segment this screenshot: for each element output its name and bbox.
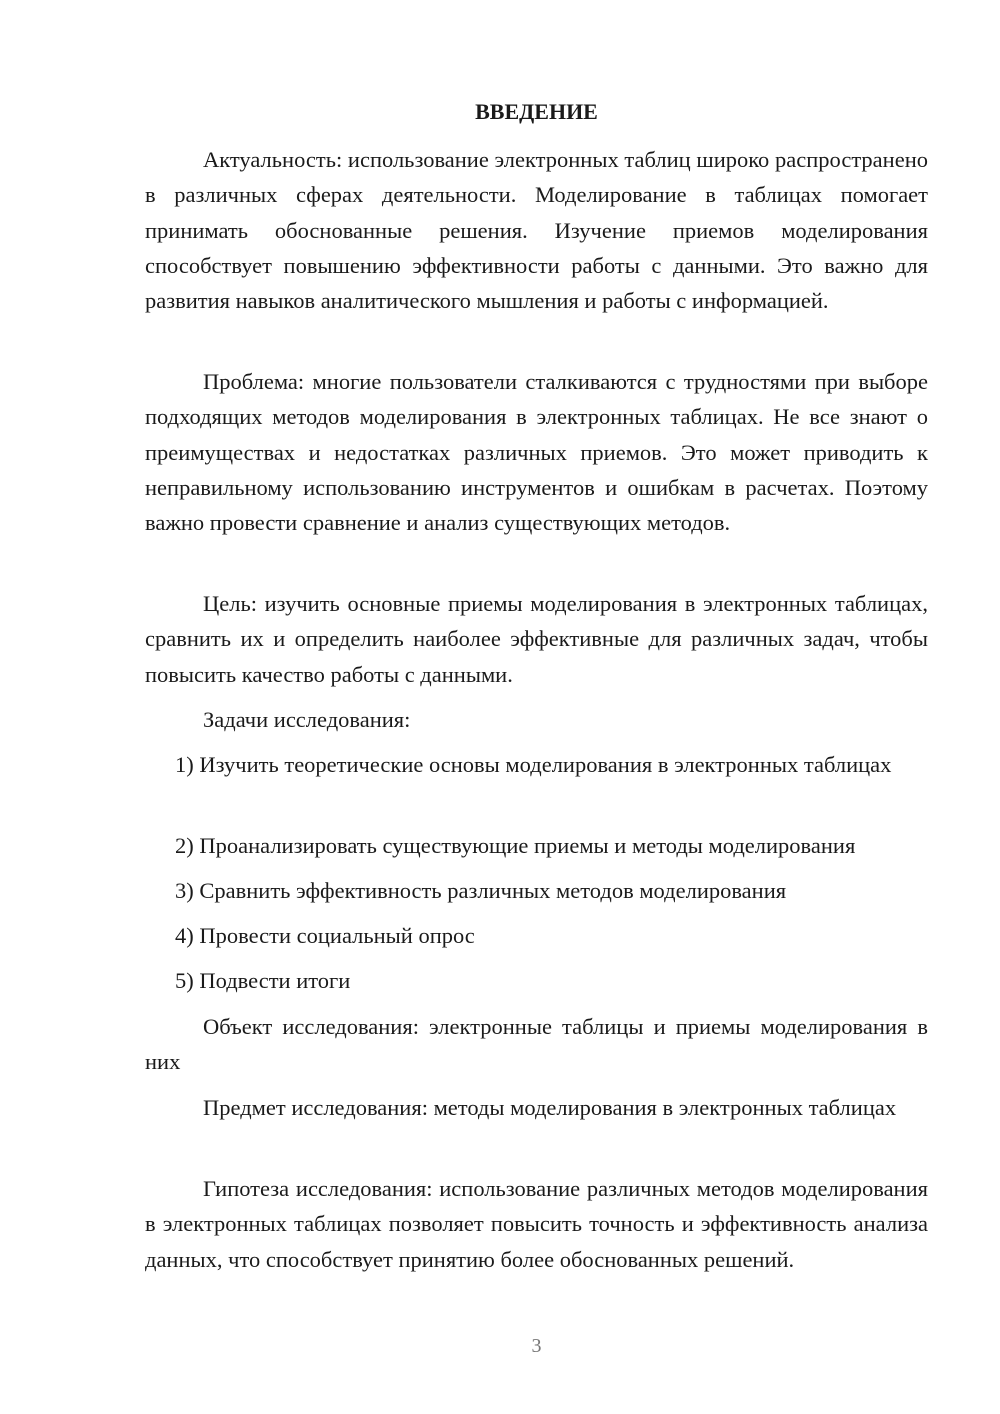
task-item-1: 1) Изучить теоретические основы моделирования в электронных таблицах [175,752,892,777]
paragraph-problem: Проблема: многие пользователи сталкиваются с трудностями при выборе подходящих методов моделирования в электронных таблицах. Не все знают о преимуществах и недостатках различных приемов. Это может приводить к неправильному использованию инструментов и ошибкам в расчетах. Поэтому важно провести сравнение и анализ существующих методов. [145,369,928,536]
paragraph-hypothesis: Гипотеза исследования: использование различных методов моделирования в электронных таблицах позволяет повысить точность и эффективность анализа данных, что способствует принятию более обоснованных решений. [145,1176,928,1272]
page-number: 3 [531,1335,542,1357]
task-item-2: 2) Проанализировать существующие приемы и методы моделирования [175,833,856,858]
task-item-3: 3) Сравнить эффективность различных методов моделирования [175,878,787,903]
task-item-4: 4) Провести социальный опрос [175,923,475,948]
section-title: ВВЕДЕНИЕ [475,99,598,124]
paragraph-goal: Цель: изучить основные приемы моделирования в электронных таблицах, сравнить их и определить наиболее эффективные для различных задач, чтобы повысить качество работы с данными. [145,591,928,687]
paragraph-object: Объект исследования: электронные таблицы и приемы моделирования в них [145,1014,928,1075]
paragraph-tasks-heading: Задачи исследования: [203,707,411,732]
paragraph-relevance: Актуальность: использование электронных таблиц широко распространено в различных сферах деятельности. Моделирование в таблицах помогает принимать обоснованные решения. Изучение приемов моделирования способствует повышению эффективности работы с данными. Это важно для развития навыков аналитического мышления и работы с информацией. [145,147,928,314]
paragraph-subject: Предмет исследования: методы моделирования в электронных таблицах [203,1095,897,1120]
task-item-5: 5) Подвести итоги [175,968,351,993]
